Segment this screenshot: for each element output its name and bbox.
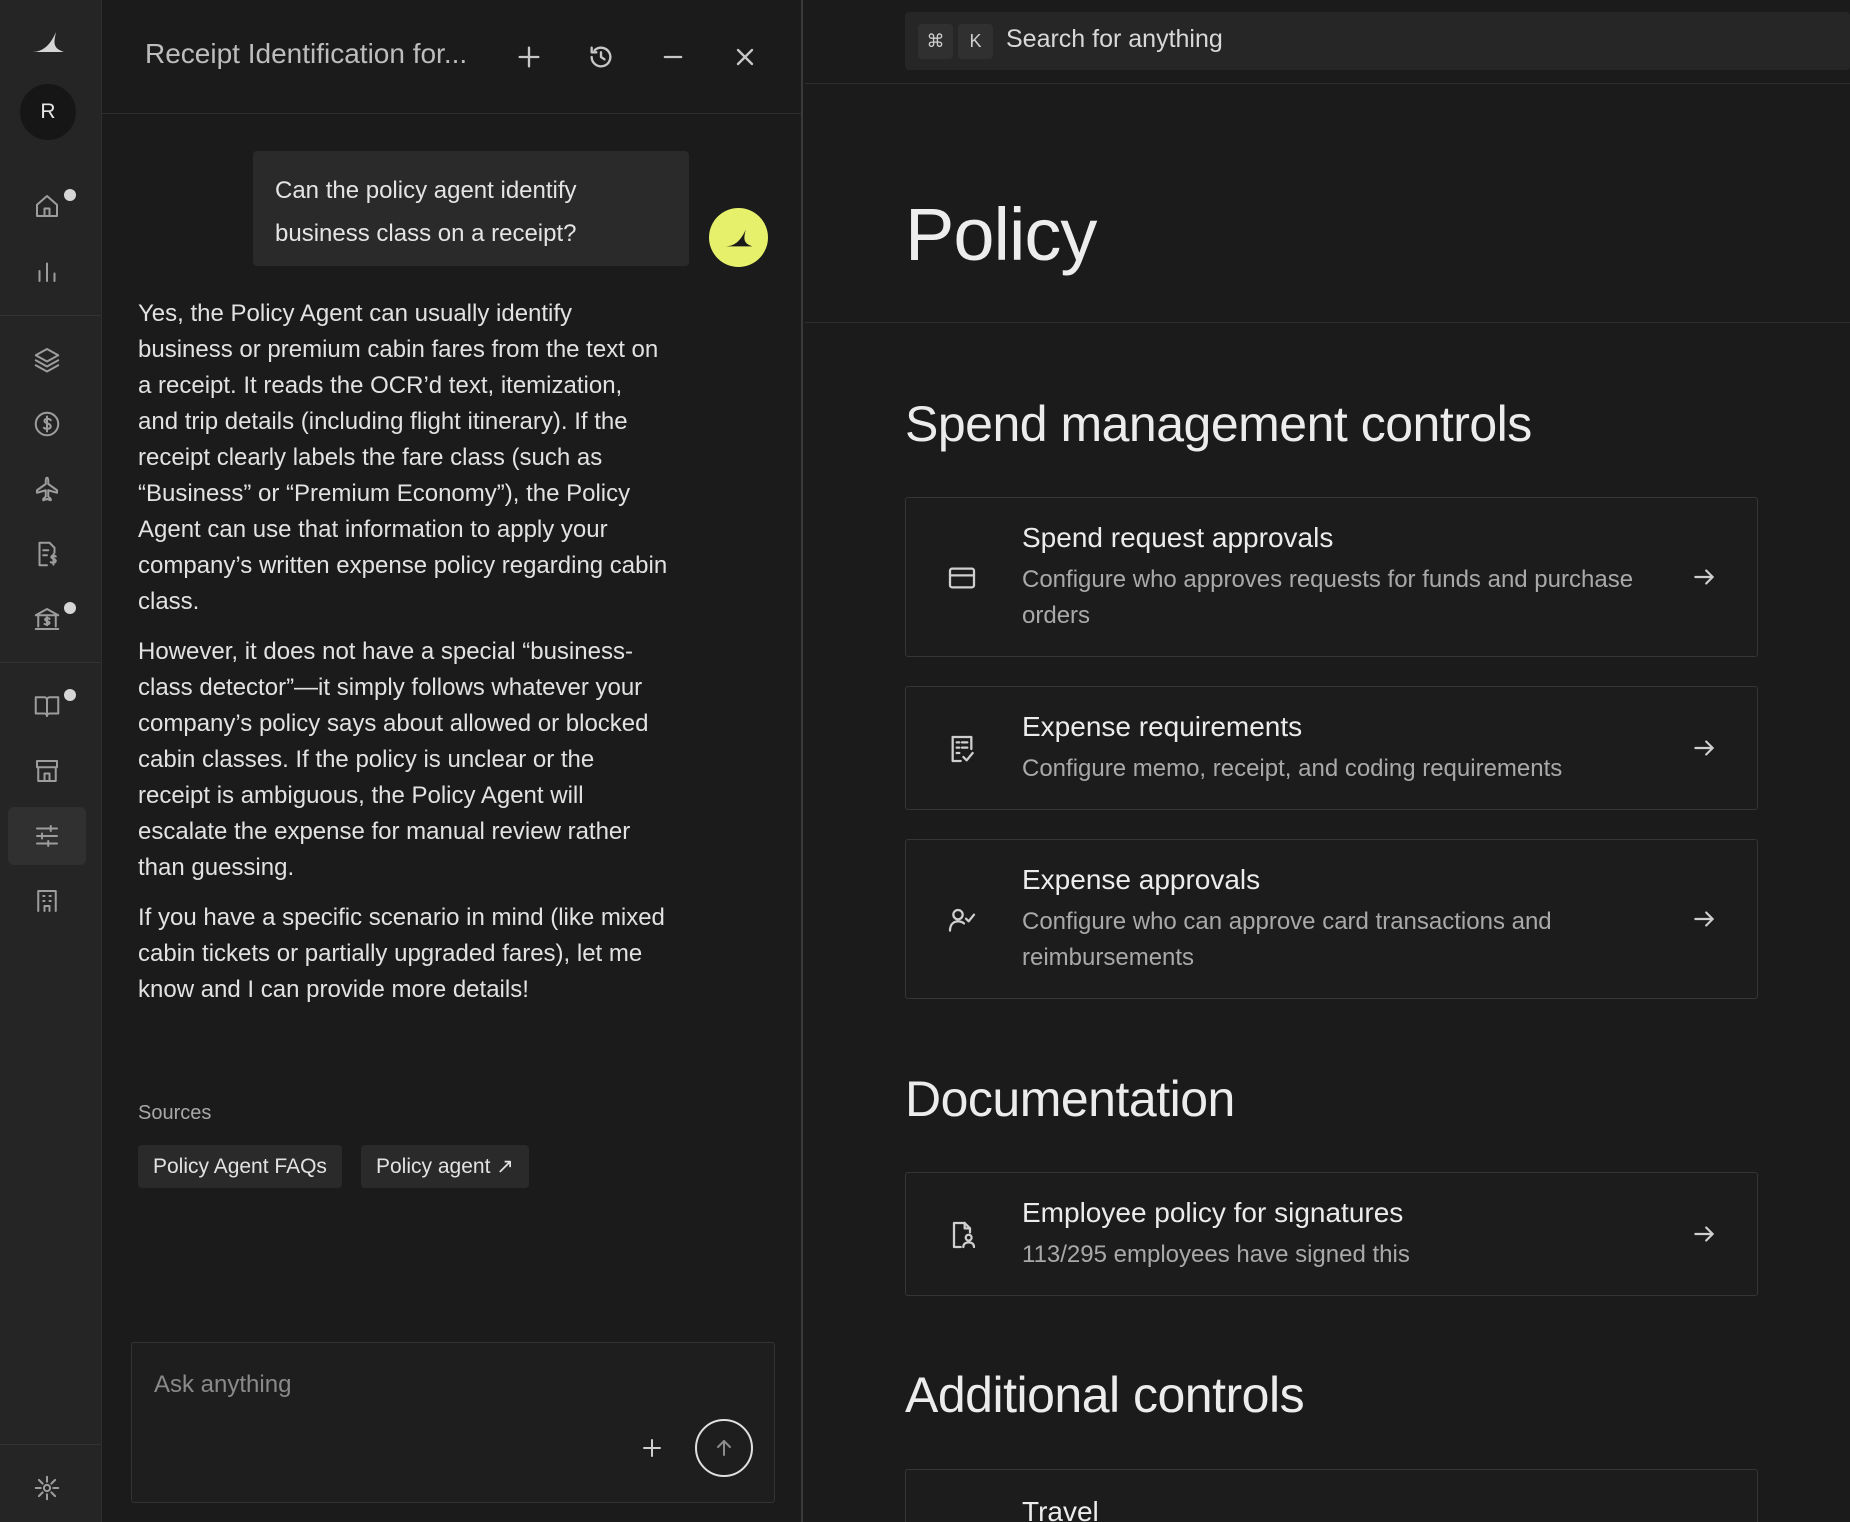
arrow-right-icon [1691,906,1717,932]
chat-header [102,0,801,114]
page-title: Policy [905,193,1097,276]
nav-rail [0,0,102,1522]
card-expense-approvals[interactable] [905,839,1758,999]
rail-divider [0,315,101,316]
dollar-circle-icon [32,409,62,439]
assistant-logo-icon [722,223,756,253]
history-button[interactable] [578,34,624,80]
card-spend-request-approvals[interactable] [905,497,1758,657]
building-icon [32,886,62,916]
store-icon [32,756,62,786]
nav-assistant[interactable] [8,1459,86,1517]
policy-page [805,0,1850,1522]
card-title: Travel [1022,1496,1099,1522]
kbd-k: K [958,24,993,59]
nav-travel[interactable] [8,460,86,518]
card-travel[interactable] [905,1469,1758,1522]
assistant-avatar [709,208,768,267]
avatar-initial: R [40,100,56,123]
home-icon [32,191,62,221]
card-title: Spend request approvals [1022,522,1334,553]
attach-button[interactable] [632,1428,672,1468]
arrow-up-icon [712,1436,736,1460]
checklist-icon [946,733,978,765]
section-title-documentation: Documentation [905,1071,1235,1127]
nav-entities[interactable] [8,872,86,930]
plane-icon [32,474,62,504]
nav-bills[interactable] [8,525,86,583]
notification-dot [64,602,76,614]
card-description: 113/295 employees have signed this [1022,1241,1410,1268]
card-title: Expense approvals [1022,864,1261,895]
nav-accounting[interactable] [8,677,86,735]
history-icon [587,43,615,71]
document-user-icon [946,1219,978,1251]
card-title: Employee policy for signatures [1022,1197,1404,1228]
chat-composer [131,1342,775,1503]
nav-layers[interactable] [8,330,86,388]
rail-divider [0,1444,101,1445]
card-description: Configure memo, receipt, and coding requirements [1022,755,1563,782]
assistant-panel [102,0,803,1522]
top-bar [805,0,1850,84]
chat-title: Receipt Identification for... [145,38,468,69]
new-chat-button[interactable] [506,34,552,80]
section-title-additional: Additional controls [905,1367,1305,1423]
answer-paragraph: Yes, the Policy Agent can usually identify business or premium cabin fares from the text on a receipt. It reads the OCR’d text, itemization, and trip details (including flight itinerary). If the receipt clearly labels the fare class (such as “Business” or “Premium Economy”), the Policy Agent can use that information to apply your company’s written expense policy regarding cabin class. [138,300,668,615]
user-check-icon [946,904,978,936]
close-button[interactable] [722,34,768,80]
kbd-cmd: ⌘ [918,24,953,59]
close-icon [731,43,759,71]
nav-policy[interactable] [8,807,86,865]
nav-insights[interactable] [8,242,86,300]
source-chip-policy-agent[interactable]: Policy agent ↗ [361,1145,529,1188]
user-avatar[interactable] [20,84,76,140]
sources-label: Sources [138,1102,212,1124]
nav-home[interactable] [8,177,86,235]
brand-logo-icon[interactable] [28,24,68,60]
bank-icon [32,604,62,634]
arrow-right-icon [1691,564,1717,590]
answer-paragraph: However, it does not have a special “business-class detector”—it simply follows whatever your company’s policy says about allowed or blocked cabin classes. If the policy is unclear or the receipt is ambiguous, the Policy Agent will escalate the expense for manual review rather than guessing. [138,638,649,881]
answer-paragraph: If you have a specific scenario in mind (like mixed cabin tickets or partially upgraded fares), let me know and I can provide more details! [138,904,665,1003]
notification-dot [64,189,76,201]
bill-icon [32,539,62,569]
plus-icon [640,1436,664,1460]
card-description: Configure who can approve card transactions and reimbursements [1022,908,1552,971]
assistant-answer [138,296,668,1022]
title-divider [805,322,1850,323]
minimize-button[interactable] [650,34,696,80]
sliders-icon [32,821,62,851]
card-description: Configure who approves requests for funds and purchase orders [1022,566,1634,629]
nav-vendors[interactable] [8,742,86,800]
source-chip-faqs[interactable]: Policy Agent FAQs [138,1145,342,1188]
rail-divider [0,662,101,663]
plus-icon [515,43,543,71]
minus-icon [659,43,687,71]
section-title-spend: Spend management controls [905,396,1532,452]
ask-input[interactable] [154,1371,714,1399]
layers-icon [32,344,62,374]
notification-dot [64,689,76,701]
nav-banking[interactable] [8,590,86,648]
bar-chart-icon [32,256,62,286]
card-title: Expense requirements [1022,711,1303,742]
nav-payments[interactable] [8,395,86,453]
send-button[interactable] [695,1419,753,1477]
card-icon [946,562,978,594]
search-input[interactable] [1006,25,1706,54]
search-bar[interactable] [905,12,1850,70]
arrow-right-icon [1691,735,1717,761]
book-icon [32,691,62,721]
card-expense-requirements[interactable] [905,686,1758,810]
card-employee-policy[interactable] [905,1172,1758,1296]
sparkle-icon [32,1473,62,1503]
user-message: Can the policy agent identify business class on a receipt? [253,151,689,266]
arrow-right-icon [1691,1221,1717,1247]
